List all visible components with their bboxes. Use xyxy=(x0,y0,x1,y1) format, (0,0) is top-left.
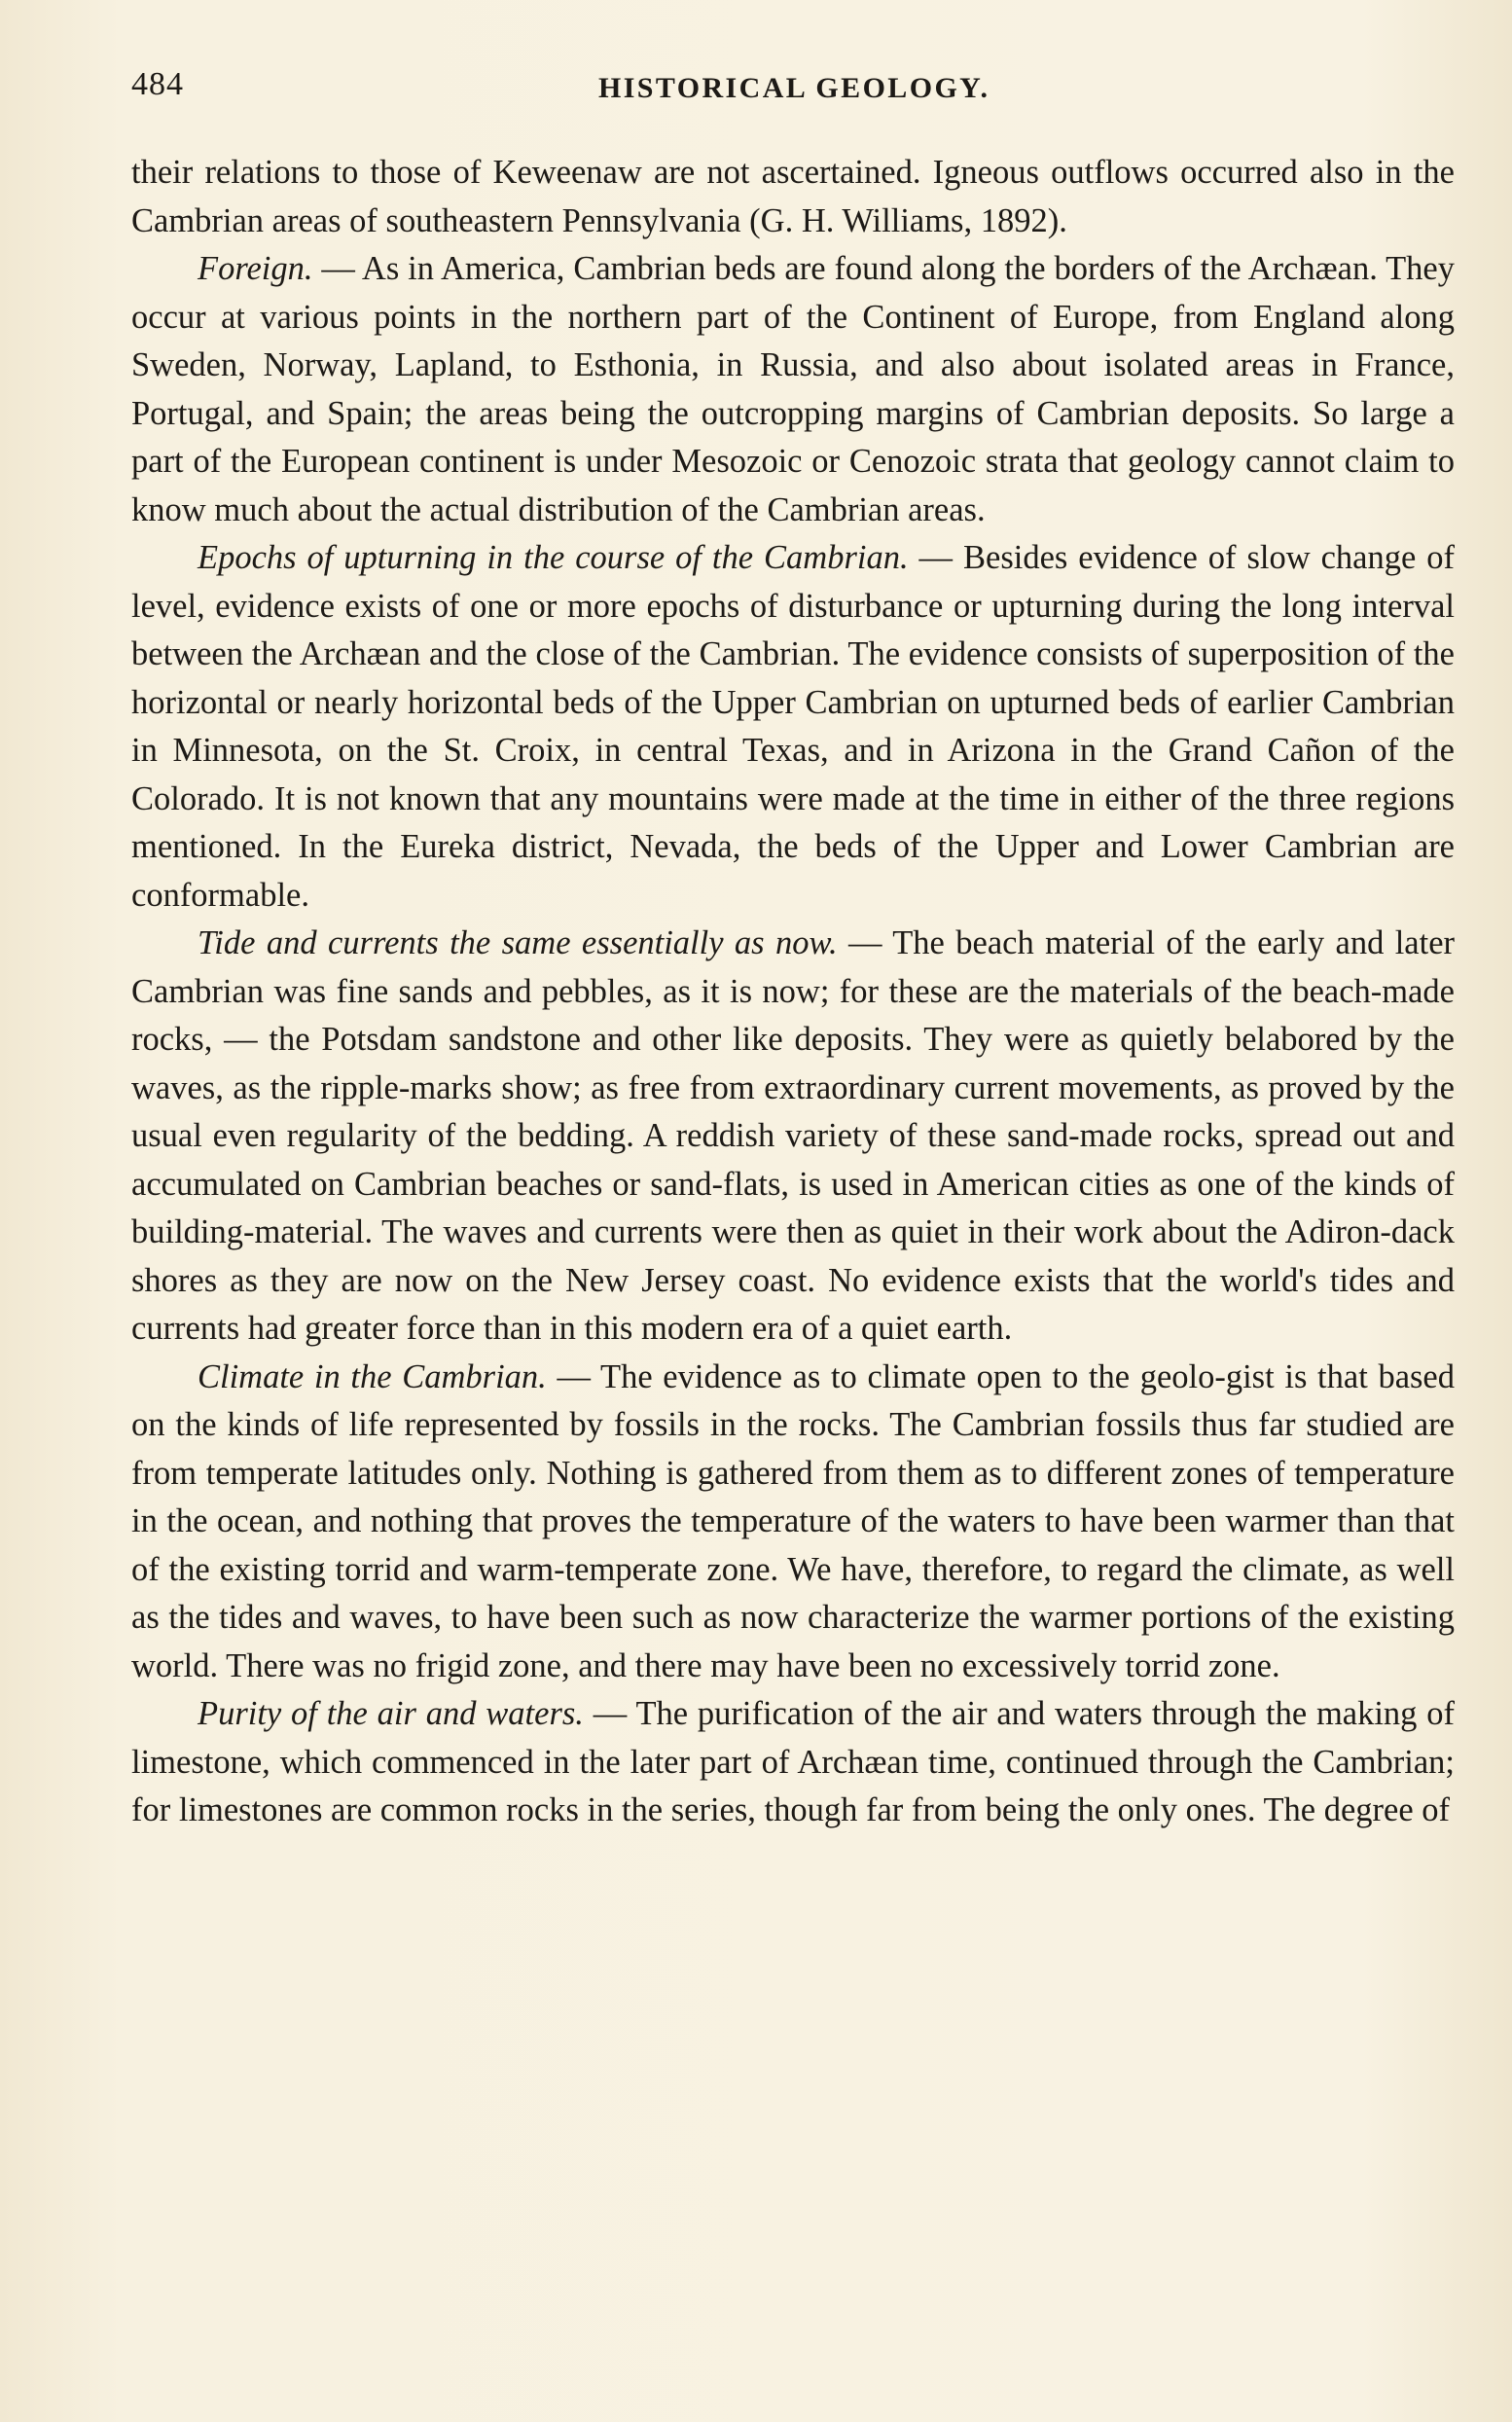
paragraph-heading: Tide and currents the same essentially as now. xyxy=(198,924,838,961)
paragraph-purity xyxy=(131,1690,1455,1835)
paragraph-foreign xyxy=(131,245,1455,534)
paragraph-text: — Besides evidence of slow change of level, evidence exists of one or more epochs of disturbance or upturning during the long interval between the Archæan and the close of the Cambrian. The evidence consists of superposition of the horizontal or nearly horizontal beds of the Upper Cambrian on upturned beds of earlier Cambrian in Minnesota, on the St. Croix, in central Texas, and in Arizona in the Grand Cañon of the Colorado. It is not known that any mountains were made at the time in either of the three regions mentioned. In the Eureka district, Nevada, the beds of the Upper and Lower Cambrian are conformable. xyxy=(131,539,1455,914)
paragraph-heading: Foreign. xyxy=(198,250,313,287)
page-number: 484 xyxy=(131,66,184,102)
paragraph-heading: Purity of the air and waters. xyxy=(198,1695,584,1732)
paragraph-text: — The purification of the air and waters through the making of limestone, which commenced in the later part of Archæan time, continued through the Cambrian; for limestones are common rocks in the series, though far from being the only ones. The degree of xyxy=(131,1695,1455,1828)
paragraph-climate xyxy=(131,1354,1455,1691)
paragraph-text: their relations to those of Keweenaw are not ascertained. Igneous outflows occurred also in the Cambrian areas of southeastern Pennsylvania (G. H. Williams, 1892). xyxy=(131,154,1455,239)
running-head: HISTORICAL GEOLOGY. xyxy=(598,72,990,104)
paragraph-heading: Epochs of upturning in the course of the Cambrian. xyxy=(198,539,909,576)
paragraph-heading: Climate in the Cambrian. xyxy=(198,1357,547,1395)
paragraph-tide xyxy=(131,920,1455,1354)
paragraph-epochs xyxy=(131,534,1455,920)
paragraph-text: — The evidence as to climate open to the geolo-gist is that based on the kinds of life represented by fossils in the rocks. The Cambrian fossils thus far studied are from temperate latitudes only. Nothing is gathered from them as to different zones of temperature in the ocean, and nothing that proves the temperature of the waters to have been warmer than that of the existing torrid and warm-temperate zone. We have, therefore, to regard the climate, as well as the tides and waves, to have been such as now characterize the warmer portions of the existing world. There was no frigid zone, and there may have been no excessively torrid zone. xyxy=(131,1357,1455,1684)
body-text xyxy=(131,149,1455,1835)
paragraph-text: — As in America, Cambrian beds are found along the borders of the Archæan. They occur at various points in the northern part of the Continent of Europe, from England along Sweden, Norway, Lapland, to Esthonia, in Russia, and also about isolated areas in France, Portugal, and Spain; the areas being the outcropping margins of Cambrian deposits. So large a part of the European continent is under Mesozoic or Cenozoic strata that geology cannot claim to know much about the actual distribution of the Cambrian areas. xyxy=(131,250,1455,528)
paragraph-continuation xyxy=(131,149,1455,245)
paragraph-text: — The beach material of the early and later Cambrian was fine sands and pebbles, as it is now; for these are the materials of the beach-made rocks, — the Potsdam sandstone and other like deposits. They were as quietly belabored by the waves, as the ripple-marks show; as free from extraordinary current movements, as proved by the usual even regularity of the bedding. A reddish variety of these sand-made rocks, spread out and accumulated on Cambrian beaches or sand-flats, is used in American cities as one of the kinds of building-material. The waves and currents were then as quiet in their work about the Adiron-dack shores as they are now on the New Jersey coast. No evidence exists that the world's tides and currents had greater force than in this modern era of a quiet earth. xyxy=(131,924,1456,1347)
page-header xyxy=(131,56,1455,115)
